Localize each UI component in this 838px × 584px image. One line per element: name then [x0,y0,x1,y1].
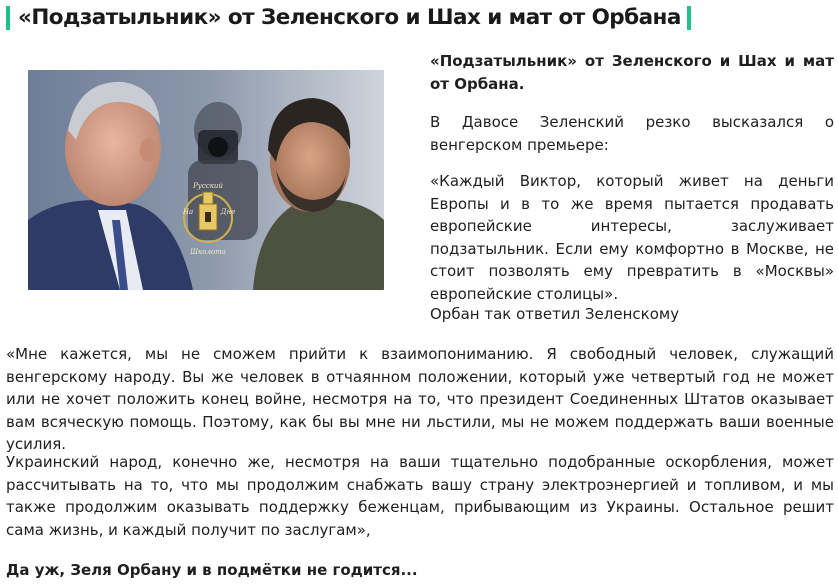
svg-text:Дне: Дне [220,208,236,216]
orban-quote-paragraph-2: Украинский народ, конечно же, несмотря на ваши тщательно подобранные оскорбления, может рассчитывать на то, что мы продолжим снабжать вашу страну электроэнергией и топливом, и мы также продолжим оказывать поддержку беженцам, прибывающим из Украины. Остальное решит сама жизнь, и каждый получит по заслугам», [6,453,834,539]
article-title: «Подзатыльник» от Зеленского и Шах и мат от Орбана [18,5,681,30]
orban-intro: Орбан так ответил Зеленскому [430,305,680,323]
article-intro: В Давосе Зеленский резко высказался о венгерском премьере: [430,113,834,154]
orban-quote-paragraph-1: «Мне кажется, мы не сможем прийти к взаимопониманию. Я свободный человек, служащий венгерскому народу. Вы же человек в отчаянном положении, который уже четвертый год не может или не хочет положить конец войне, несмотря на то, что президент Соединенных Штатов оказывает вам всяческую помощь. Поэтому, как бы вы мне ни льстили, мы не можем поддержать ваши военные усилия. [6,345,834,453]
title-accent-bar-left [6,6,10,30]
svg-text:На: На [182,208,194,216]
article-right-column [430,50,834,323]
article-closing: Да уж, Зеля Орбану и в подмётки не годится... [6,561,418,579]
svg-text:Школота: Школота [190,248,226,256]
title-accent-bar-right [687,6,691,30]
article-title-bar [6,4,691,32]
article-photo [28,70,384,290]
article-subheading: «Подзатыльник» от Зеленского и Шах и мат от Орбана. [430,52,834,93]
zelensky-quote: «Каждый Виктор, который живет на деньги Европы и в то же время пытается продавать европейские интересы, заслуживает подзатыльник. Если ему комфортно в Москве, не стоит позволять ему превратить в «Москвы» европейские столицы». [430,172,834,303]
svg-text:Русский: Русский [193,182,223,190]
